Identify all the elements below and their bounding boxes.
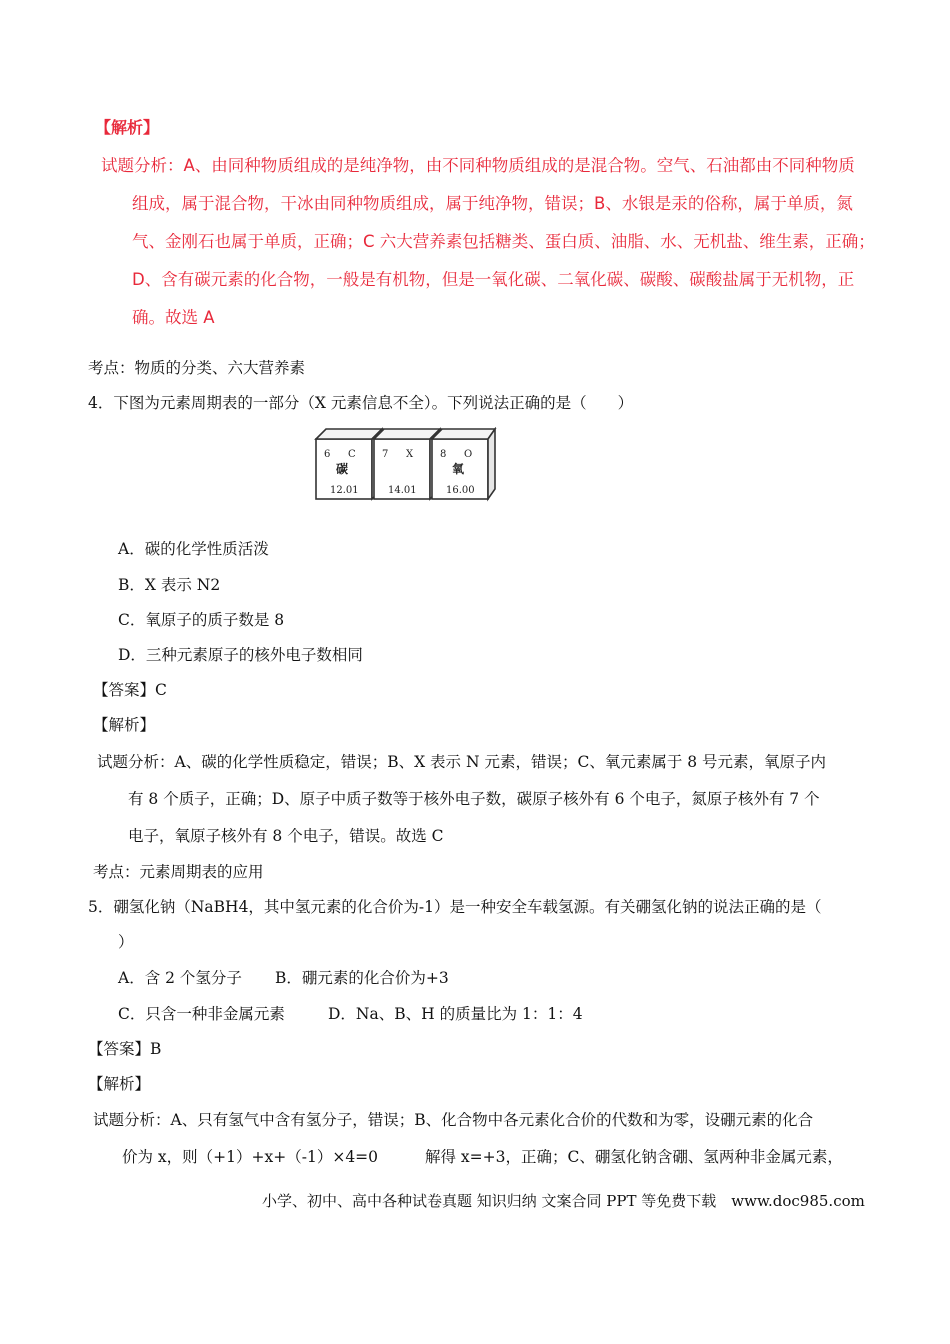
element-name-o: 氧 (452, 462, 465, 476)
q5-option-d: D．Na、B、H 的质量比为 1：1：4 (328, 1005, 583, 1023)
q5-option-b: B．硼元素的化合价为+3 (275, 969, 449, 987)
q5-stem-line-1: 5．硼氢化钠（NaBH4，其中氢元素的化合价为-1）是一种安全车载氢源。有关硼氢化钠的说法正确的是（ (88, 898, 822, 916)
q4-analysis-line-2: 有 8 个质子，正确；D、原子中质子数等于核外电子数，碳原子核外有 6 个电子，氮原子核外有 7 个 (128, 790, 820, 808)
q5-option-a: A．含 2 个氢分子 (118, 969, 242, 987)
q3-analysis-line-2: 组成，属于混合物，干冰由同种物质组成，属于纯净物，错误；B、水银是汞的俗称，属于单质，氮 (132, 194, 853, 213)
q4-option-a: A．碳的化学性质活泼 (118, 540, 269, 558)
q3-kaodian: 考点：物质的分类、六大营养素 (88, 359, 306, 377)
page-footer: 小学、初中、高中各种试卷真题 知识归纳 文案合同 PPT 等免费下载 www.doc985.com (262, 1192, 865, 1210)
q4-kaodian: 考点：元素周期表的应用 (93, 863, 264, 881)
q4-option-b: B．X 表示 N2 (118, 576, 221, 594)
q5-answer: 【答案】B (88, 1040, 162, 1058)
q4-stem: 4．下图为元素周期表的一部分（X 元素信息不全）。下列说法正确的是（ ） (88, 394, 634, 412)
q4-option-d: D．三种元素原子的核外电子数相同 (118, 646, 363, 664)
q4-answer: 【答案】C (93, 681, 167, 699)
element-mass-o: 16.00 (446, 485, 475, 496)
q5-option-c: C．只含一种非金属元素 (118, 1005, 285, 1023)
element-name-c: 碳 (336, 462, 349, 476)
q4-analysis-line-3: 电子，氧原子核外有 8 个电子，错误。故选 C (128, 827, 444, 845)
q3-analysis-line-4: D、含有碳元素的化合物，一般是有机物，但是一氧化碳、二氧化碳、碳酸、碳酸盐属于无机物，正 (132, 270, 855, 289)
element-symbol-o: O (464, 449, 473, 460)
element-number-x: 7 (382, 449, 389, 460)
q4-analysis-heading: 【解析】 (93, 716, 156, 734)
element-mass-x: 14.01 (388, 485, 417, 496)
q4-option-c: C．氧原子的质子数是 8 (118, 611, 285, 629)
element-number-o: 8 (440, 449, 447, 460)
q3-analysis-heading: 【解析】 (95, 118, 160, 137)
element-mass-c: 12.01 (330, 485, 359, 496)
q3-analysis-line-3: 气、金刚石也属于单质，正确；C 六大营养素包括糖类、蛋白质、油脂、水、无机盐、维生素，正确； (132, 232, 875, 251)
periodic-table-fragment (312, 427, 498, 507)
q5-analysis-heading: 【解析】 (88, 1075, 151, 1093)
element-symbol-x: X (406, 449, 414, 460)
element-symbol-c: C (348, 449, 356, 460)
q3-analysis-line-5: 确。故选 A (132, 308, 215, 327)
q5-analysis-line-1: 试题分析：A、只有氢气中含有氢分子，错误；B、化合物中各元素化合价的代数和为零，设硼元素的化合 (93, 1111, 814, 1129)
q5-analysis-line-2a: 价为 x，则（+1）+x+（-1）×4=0 (122, 1148, 379, 1166)
q5-analysis-line-2b: 解得 x=+3，正确；C、硼氢化钠含硼、氢两种非金属元素， (425, 1148, 843, 1166)
element-number-c: 6 (324, 449, 331, 460)
q4-analysis-line-1: 试题分析：A、碳的化学性质稳定，错误；B、X 表示 N 元素，错误；C、氧元素属于 8 号元素，氧原子内 (97, 753, 827, 771)
q3-analysis-line-1: 试题分析：A、由同种物质组成的是纯净物，由不同种物质组成的是混合物。空气、石油都由不同种物质 (101, 156, 855, 175)
q5-stem-line-2: ） (118, 933, 134, 951)
